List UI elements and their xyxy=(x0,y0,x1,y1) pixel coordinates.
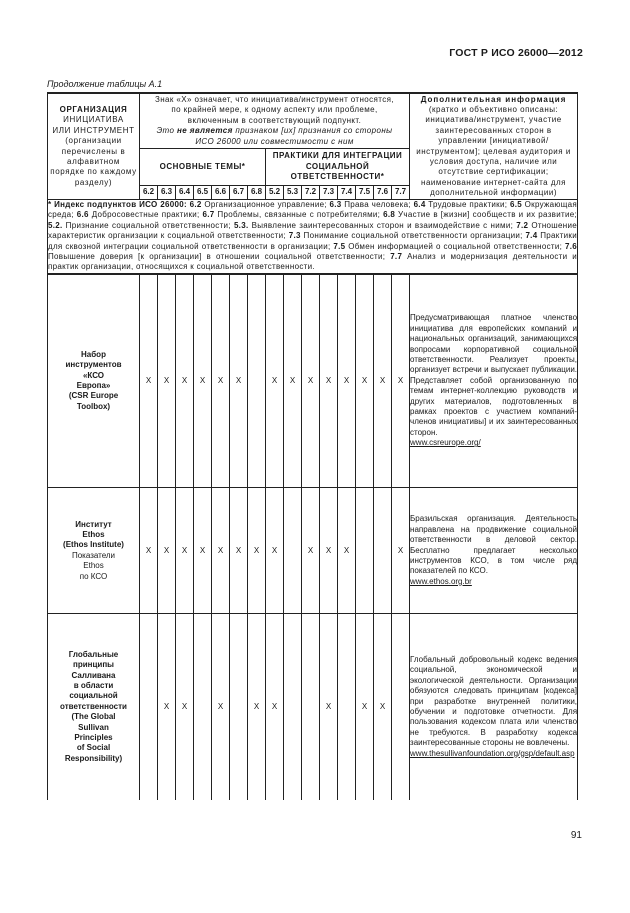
subclause-code-header: 6.3 xyxy=(158,186,176,200)
org-column-header xyxy=(48,93,140,200)
subclause-code-header: 5.2 xyxy=(266,186,284,200)
organization-name-line: ответственности xyxy=(60,701,127,711)
organization-name-line: по КСО xyxy=(79,571,108,581)
subclause-code-header: 7.6 xyxy=(374,186,392,200)
applicability-mark: X xyxy=(338,274,356,488)
note-item-code: 7.5 xyxy=(333,241,346,251)
note-item-text: Права человека; xyxy=(344,200,411,209)
additional-info-line: инициатива/инструмент, участие xyxy=(425,115,562,125)
organization-name-line: of Social xyxy=(76,743,111,753)
applicability-mark xyxy=(356,488,374,614)
subclause-index-note xyxy=(48,200,578,274)
organization-name-line: (Ethos Institute) xyxy=(63,540,124,550)
applicability-mark: X xyxy=(284,274,302,488)
page-number: 91 xyxy=(570,830,582,841)
website-link[interactable]: www.ethos.org.br xyxy=(410,576,472,586)
applicability-mark: X xyxy=(212,614,230,800)
applicability-mark xyxy=(284,488,302,614)
applicability-mark xyxy=(230,614,248,800)
organization-name-cell xyxy=(48,274,140,488)
applicability-mark xyxy=(284,614,302,800)
note-item-text: Организационное управление; xyxy=(204,200,327,209)
note-item-text: Участие в [жизни] сообществ и их развитие; xyxy=(398,210,577,220)
applicability-mark: X xyxy=(320,274,338,488)
table-row xyxy=(48,488,578,614)
applicability-mark: X xyxy=(302,488,320,614)
practices-header-line: СОЦИАЛЬНОЙ xyxy=(305,161,370,171)
core-themes-header: ОСНОВНЫЕ ТЕМЫ* xyxy=(140,149,266,186)
additional-info-line: дополнительной информации) xyxy=(430,188,557,198)
note-item-code: 7.2 xyxy=(516,220,529,230)
note-item-code: 6.7 xyxy=(202,210,215,220)
applicability-mark: X xyxy=(194,488,212,614)
mark-legend-line: включенным в соответствующий подпункт. xyxy=(187,115,362,125)
note-item-code: 6.3 xyxy=(329,200,342,209)
additional-info-cell xyxy=(410,274,578,488)
applicability-mark: X xyxy=(158,614,176,800)
applicability-mark: X xyxy=(140,488,158,614)
org-header-line: (организации xyxy=(65,136,122,146)
applicability-mark xyxy=(374,488,392,614)
subclause-code-header: 7.7 xyxy=(392,186,410,200)
organization-name-line: в области xyxy=(73,681,114,690)
note-item-text: Отношение характеристик организации к социальной ответственности; xyxy=(48,220,578,241)
subclause-code-header: 7.2 xyxy=(302,186,320,200)
org-header-line: разделу) xyxy=(74,177,113,187)
note-item-text: Обмен информацией о социальной ответственности; xyxy=(348,241,563,251)
note-item-text: Анализ и модернизация деятельности и практик организации, относящихся к социальной ответственности. xyxy=(48,251,578,272)
organization-name-line: Показатели xyxy=(71,550,116,560)
subclause-code-header: 6.2 xyxy=(140,186,158,200)
applicability-mark xyxy=(248,274,266,488)
organization-name-line: социальной xyxy=(69,691,118,701)
applicability-mark: X xyxy=(176,274,194,488)
note-item-code: 7.7 xyxy=(390,251,403,261)
organization-name-cell xyxy=(48,488,140,614)
sr-practices-header xyxy=(266,149,410,186)
applicability-mark: X xyxy=(374,614,392,800)
applicability-mark: X xyxy=(266,488,284,614)
note-item-code: 7.6 xyxy=(565,241,578,251)
initiatives-table xyxy=(47,92,578,800)
subclause-code-header: 6.4 xyxy=(176,186,194,200)
applicability-mark: X xyxy=(392,274,410,488)
subclause-code-header: 7.5 xyxy=(356,186,374,200)
applicability-mark: X xyxy=(194,274,212,488)
organization-name-line: Институт xyxy=(75,519,112,529)
mark-legend-emphasis: не является xyxy=(177,126,233,136)
organization-name-line: Ethos xyxy=(83,561,104,571)
additional-info-cell xyxy=(410,614,578,800)
note-item-code: 6.5 xyxy=(509,200,522,209)
note-item-text: Трудовые практики; xyxy=(428,200,508,209)
organization-name-line: «КСО xyxy=(82,370,105,380)
additional-info-header xyxy=(410,93,578,200)
applicability-mark: X xyxy=(320,488,338,614)
additional-info-line: управлении [инициативой/ xyxy=(438,136,549,146)
applicability-mark: X xyxy=(338,488,356,614)
mark-legend-line: Это не является признаком [их] признания со стороны xyxy=(156,126,393,136)
standard-code: ГОСТ Р ИСО 26000—2012 xyxy=(449,47,583,59)
note-item-text: Понимание социальной ответственности организации; xyxy=(303,231,523,241)
applicability-mark: X xyxy=(320,614,338,800)
table-row xyxy=(48,274,578,488)
note-lead: * Индекс подпунктов ИСО 26000: xyxy=(48,200,187,209)
organization-name-line: Principles xyxy=(74,732,113,742)
mark-legend-line: по крайней мере, к одному аспекту или проблеме, xyxy=(171,105,378,115)
additional-info-line: условия доступа, наличие или xyxy=(429,156,558,166)
note-item-text: Выявление заинтересованных сторон и взаимодействие с ними; xyxy=(251,220,514,230)
table-continuation-caption: Продолжение таблицы А.1 xyxy=(47,79,163,89)
applicability-mark: X xyxy=(374,274,392,488)
applicability-mark: X xyxy=(158,274,176,488)
initiative-description: Глобальный добровольный кодекс ведения социальной, экономической и экологической деятельности. Организации обязуются следовать принципам [кодекса] при разработке внутренней политики, обучении и подготовке отчетности. Для пользования кодексом платa или членство не требуются. В разработку кодекса заинтересованные стороны не вовлечены. xyxy=(410,655,578,748)
organization-name-line: Responsibility) xyxy=(64,753,123,763)
applicability-mark: X xyxy=(176,488,194,614)
applicability-mark: X xyxy=(356,614,374,800)
applicability-mark: X xyxy=(140,274,158,488)
note-item-text: Практики для сквозной интеграции социальной ответственности в организации; xyxy=(48,231,577,251)
subclause-code-header: 6.5 xyxy=(194,186,212,200)
note-item-text: Добросовестные практики; xyxy=(91,210,200,220)
note-item-text: Признание социальной ответственности; xyxy=(65,220,231,230)
initiative-description: Предусматривающая платное членство инициатива для европейских компаний и национальных организаций, занимающихся вопросами корпоративной социальной ответственности. Реализует проекты, организует встречи и выпускает публикации. Представляет собой организованную по темам интернет-коллекцию руководств и других материалов, подготовленных в рамках проектов с участием компаний-членов инициативы] и их заинтересованных сторон. xyxy=(410,313,578,437)
mark-legend-line: Знак «Х» означает, что инициатива/инструмент относятся, xyxy=(155,95,395,105)
organization-name-cell xyxy=(48,614,140,800)
org-header-line: ОРГАНИЗАЦИЯ xyxy=(59,104,128,114)
applicability-mark xyxy=(140,614,158,800)
additional-info-line: инструментом]; целевая аудитория и xyxy=(416,146,571,156)
note-item-code: 5.2. xyxy=(48,220,63,230)
applicability-mark: X xyxy=(230,274,248,488)
note-item-code: 6.8 xyxy=(383,210,396,220)
mark-legend-line: ИСО 26000 или совместимости с ним xyxy=(195,136,354,146)
applicability-mark: X xyxy=(248,488,266,614)
applicability-mark: X xyxy=(248,614,266,800)
practices-header-line: ОТВЕТСТВЕННОСТИ* xyxy=(290,172,385,182)
organization-name-line: Европа» xyxy=(76,380,111,390)
note-item-code: 7.4 xyxy=(525,231,538,241)
applicability-mark: X xyxy=(212,274,230,488)
applicability-mark: X xyxy=(356,274,374,488)
website-link[interactable]: www.csreurope.org/ xyxy=(410,438,481,448)
applicability-mark xyxy=(194,614,212,800)
note-item-text: Окружающая среда; xyxy=(48,200,577,220)
organization-name-line: Sullivan xyxy=(78,722,109,732)
applicability-mark: X xyxy=(266,614,284,800)
note-item-code: 6.4 xyxy=(413,200,426,209)
organization-name-line: (The Global xyxy=(71,712,116,722)
organization-name-line: принципы xyxy=(73,660,114,670)
org-header-line: порядке по каждому xyxy=(50,167,137,177)
additional-info-line: заинтересованных сторон в xyxy=(435,125,552,135)
note-item-text: Повышение доверия [к организации] в отношении социальной ответственности; xyxy=(48,251,386,261)
subclause-code-header: 5.3 xyxy=(284,186,302,200)
subclause-code-header: 6.6 xyxy=(212,186,230,200)
additional-info-line: Дополнительная информация xyxy=(420,94,567,104)
additional-info-line: отсутствие сертификации; xyxy=(438,167,549,177)
applicability-mark: X xyxy=(158,488,176,614)
applicability-mark: X xyxy=(302,274,320,488)
note-item-code: 7.3 xyxy=(288,231,301,241)
note-item-code: 6.2 xyxy=(189,200,202,209)
note-item-code: 6.6 xyxy=(76,210,89,220)
applicability-mark: X xyxy=(266,274,284,488)
note-item-text: Проблемы, связанные с потребителями; xyxy=(217,210,381,220)
initiative-description: Бразильская организация. Деятельность направлена на продвижение социальной ответственности в деловой сектор. Бесплатно предлагает несколько инструментов КСО, в том числе ряд показателей по КСО. xyxy=(410,514,578,576)
website-link[interactable]: www.thesullivanfoundation.org/gsp/default.asp xyxy=(410,748,575,758)
subclause-code-header: 6.8 xyxy=(248,186,266,200)
organization-name-line: Toolbox) xyxy=(76,401,111,411)
applicability-mark: X xyxy=(212,488,230,614)
org-header-line: ИНИЦИАТИВА xyxy=(63,115,124,125)
additional-info-line: наименование интернет-сайта для xyxy=(421,177,566,187)
additional-info-line: (кратко и объективно описаны: xyxy=(428,104,559,114)
table-row xyxy=(48,614,578,800)
org-header-line: ИЛИ ИНСТРУМЕНТ xyxy=(52,125,135,135)
organization-name-line: Глобальные xyxy=(68,649,119,659)
applicability-mark xyxy=(302,614,320,800)
subclause-code-header: 7.3 xyxy=(320,186,338,200)
subclause-code-header: 6.7 xyxy=(230,186,248,200)
additional-info-cell xyxy=(410,488,578,614)
organization-name-line: Ethos xyxy=(82,529,105,539)
applicability-mark xyxy=(392,614,410,800)
organization-name-line: Набор xyxy=(81,349,106,359)
org-header-line: алфавитном xyxy=(67,156,120,166)
organization-name-line: (CSR Europe xyxy=(68,391,119,401)
applicability-mark: X xyxy=(392,488,410,614)
applicability-mark xyxy=(338,614,356,800)
organization-name-line: Салливана xyxy=(71,670,116,680)
mark-legend-header xyxy=(140,93,410,149)
practices-header-line: ПРАКТИКИ ДЛЯ ИНТЕГРАЦИИ xyxy=(272,151,403,161)
subclause-code-header: 7.4 xyxy=(338,186,356,200)
organization-name-line: инструментов xyxy=(65,360,122,370)
applicability-mark: X xyxy=(230,488,248,614)
org-header-line: перечислены в xyxy=(61,146,126,156)
note-item-code: 5.3. xyxy=(233,220,249,230)
applicability-mark: X xyxy=(176,614,194,800)
